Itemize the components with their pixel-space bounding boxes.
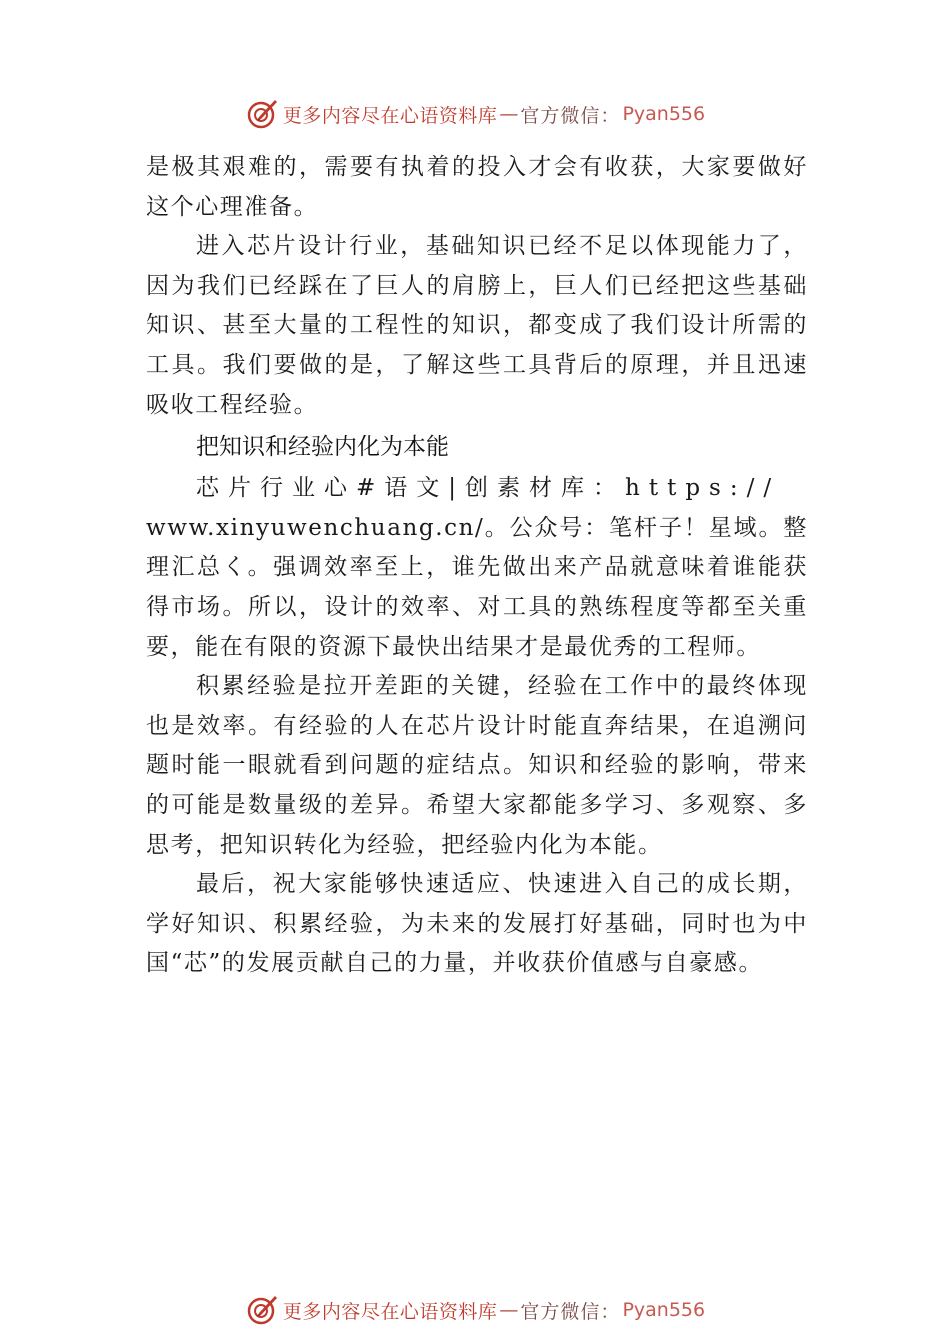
header-wechat-id: Pyan556 [622,103,706,125]
footer-brand: 更多内容尽在心语资料库 [282,1300,498,1323]
header-official: 官方微信： [520,104,621,127]
pen-logo-icon [245,97,279,131]
paragraph-3: www.xinyuwenchuang.cn/。公众号：笔杆子！星域。整理汇总く。强调效率至上，谁先做出来产品就意味着谁能获得市场。所以，设计的效率、对工具的熟练程度等都至关重要，能在有限的资源下最快出结果才是最优秀的工程师。 [146,514,808,660]
paragraph-5: 最后，祝大家能够快速适应、快速进入自己的成长期，学好知识、积累经验，为未来的发展打好基础，同时也为中国“芯”的发展贡献自己的力量，并收获价值感与自豪感。 [146,871,808,977]
header-banner [0,94,950,134]
footer-wechat-id: Pyan556 [622,1299,706,1321]
paragraph-2: 进入芯片设计行业，基础知识已经不足以体现能力了，因为我们已经踩在了巨人的肩膀上，巨人们已经把这些基础知识、甚至大量的工程性的知识，都变成了我们设计所需的工具。我们要做的是，了解这些工具背后的原理，并且迅速吸收工程经验。 [146,233,808,418]
footer-banner [0,1290,950,1330]
footer-official: 官方微信： [520,1300,621,1323]
paragraph-4: 积累经验是拉开差距的关键，经验在工作中的最终体现也是效率。有经验的人在芯片设计时能直奔结果，在追溯问题时能一眼就看到问题的症结点。知识和经验的影响，带来的可能是数量级的差异。希望大家都能多学习、多观察、多思考，把知识转化为经验，把经验内化为本能。 [146,673,808,858]
section-heading: 把知识和经验内化为本能 [196,434,449,461]
pen-logo-icon [245,1293,279,1327]
header-brand: 更多内容尽在心语资料库 [282,104,498,127]
header-dash: — [499,103,519,125]
footer-dash: — [499,1299,519,1321]
document-body [146,148,808,984]
paragraph-3-line1: 芯片行业心#语文|创素材库：https:// [196,475,781,502]
paragraph-1: 是极其艰难的，需要有执着的投入才会有收获，大家要做好这个心理准备。 [146,154,808,220]
